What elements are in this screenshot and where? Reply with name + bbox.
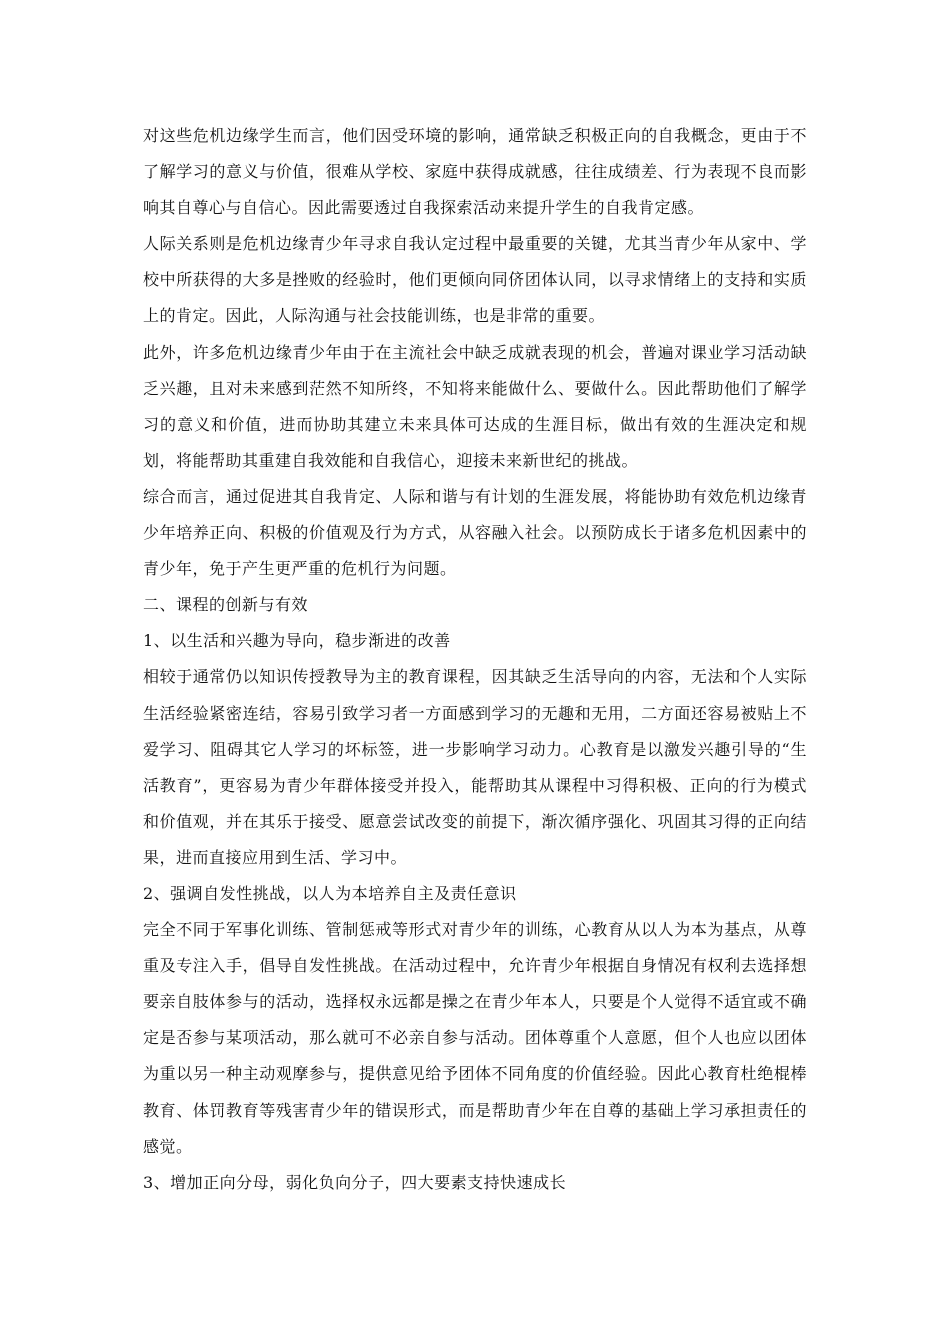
document-body bbox=[143, 118, 807, 1201]
paragraph-sub2: 完全不同于军事化训练、管制惩戒等形式对青少年的训练，心教育从以人为本为基点，从尊重及专注入手，倡导自发性挑战。在活动过程中，允许青少年根据自身情况有权利去选择想要亲自肢体参与的活动，选择权永远都是操之在青少年本人，只要是个人觉得不适宜或不确定是否参与某项活动，那么就可不必亲自参与活动。团体尊重个人意愿，但个人也应以团体为重以另一种主动观摩参与，提供意见给予团体不同角度的价值经验。因此心教育杜绝棍棒教育、体罚教育等残害青少年的错误形式，而是帮助青少年在自尊的基础上学习承担责任的感觉。 bbox=[143, 920, 807, 1156]
paragraph-career: 此外，许多危机边缘青少年由于在主流社会中缺乏成就表现的机会，普遍对课业学习活动缺乏兴趣，且对未来感到茫然不知所终，不知将来能做什么、要做什么。因此帮助他们了解学习的意义和价值，进而协助其建立未来具体可达成的生涯目标，做出有效的生涯决定和规划，将能帮助其重建自我效能和自我信心，迎接未来新世纪的挑战。 bbox=[143, 342, 807, 470]
paragraph-sub1: 相较于通常仍以知识传授教导为主的教育课程，因其缺乏生活导向的内容，无法和个人实际生活经验紧密连结，容易引致学习者一方面感到学习的无趣和无用，二方面还容易被贴上不爱学习、阻碍其它人学习的坏标签，进一步影响学习动力。心教育是以激发兴趣引导的“生活教育”，更容易为青少年群体接受并投入，能帮助其从课程中习得积极、正向的行为模式和价值观，并在其乐于接受、愿意尝试改变的前提下，渐次循序强化、巩固其习得的正向结果，进而直接应用到生活、学习中。 bbox=[143, 667, 807, 867]
paragraph-interpersonal: 人际关系则是危机边缘青少年寻求自我认定过程中最重要的关键，尤其当青少年从家中、学校中所获得的大多是挫败的经验时，他们更倾向同侪团体认同，以寻求情绪上的支持和实质上的肯定。因此，人际沟通与社会技能训练，也是非常的重要。 bbox=[143, 234, 807, 326]
paragraph-self-concept: 对这些危机边缘学生而言，他们因受环境的影响，通常缺乏积极正向的自我概念，更由于不了解学习的意义与价值，很难从学校、家庭中获得成就感，往往成绩差、行为表现不良而影响其自尊心与自信心。因此需要透过自我探索活动来提升学生的自我肯定感。 bbox=[143, 126, 807, 218]
subheading-2: 2、强调自发性挑战，以人为本培养自主及责任意识 bbox=[143, 883, 517, 903]
subheading-3: 3、增加正向分母，弱化负向分子，四大要素支持快速成长 bbox=[143, 1172, 567, 1192]
paragraph-summary: 综合而言，通过促进其自我肯定、人际和谐与有计划的生涯发展，将能协助有效危机边缘青少年培养正向、积极的价值观及行为方式，从容融入社会。以预防成长于诸多危机因素中的青少年，免于产生更严重的危机行为问题。 bbox=[143, 486, 807, 579]
subheading-1: 1、以生活和兴趣为导向，稳步渐进的改善 bbox=[143, 631, 451, 651]
section-heading: 二、课程的创新与有效 bbox=[143, 595, 309, 615]
